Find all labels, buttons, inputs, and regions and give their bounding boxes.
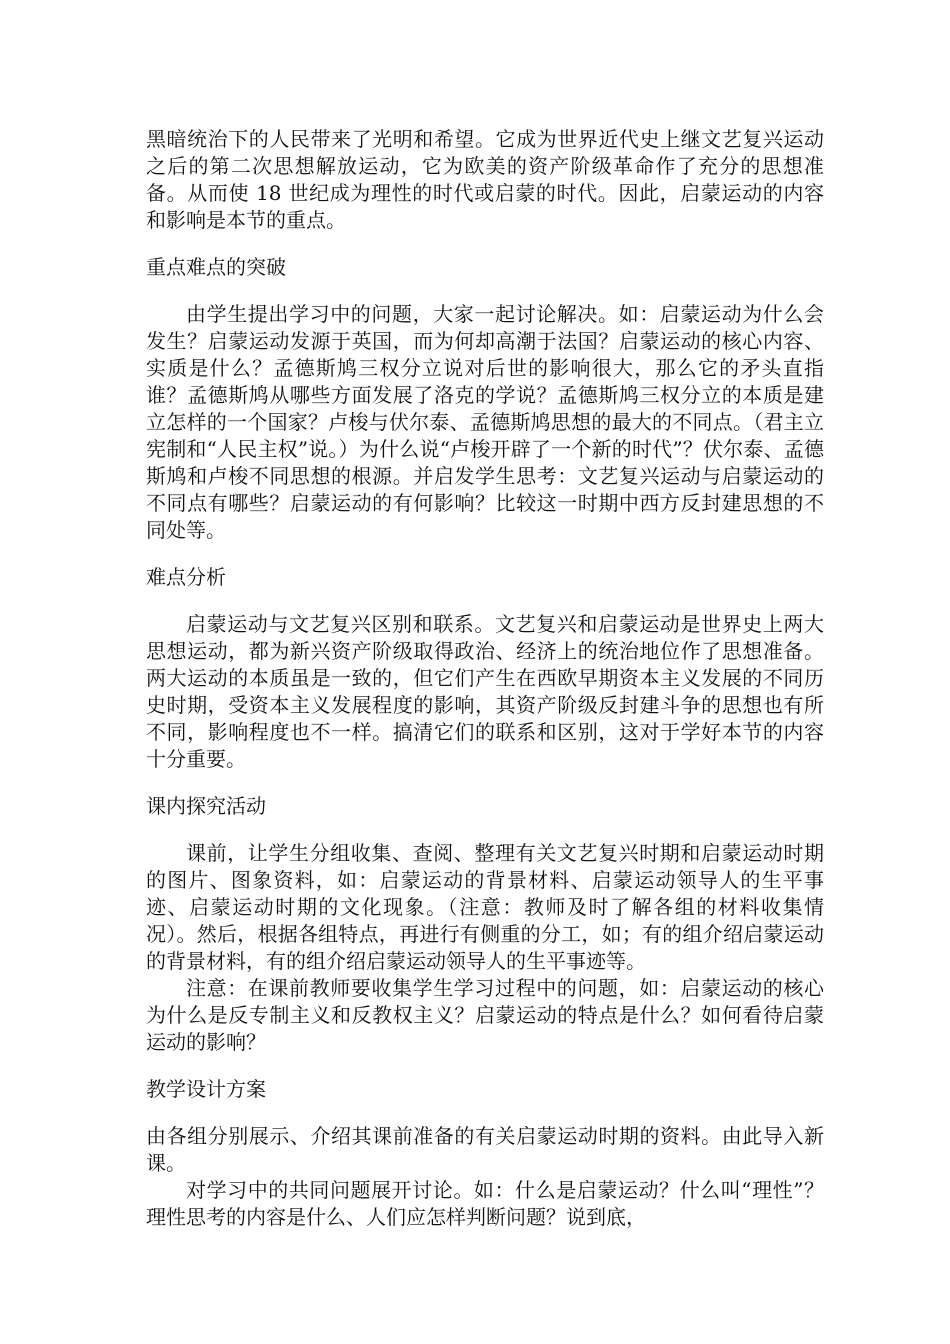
paragraph-pre-class-collection: 课前，让学生分组收集、查阅、整理有关文艺复兴时期和启蒙运动时期的图片、图象资料，如：启蒙运动的背景材料、启蒙运动领导人的生平事迹、启蒙运动时期的文化现象。（注意：教师及时了解各组的材料收集情况）。然后，根据各组特点，再进行有侧重的分工，如；有的组介绍启蒙运动的背景材料，有的组介绍启蒙运动领导人的生平事迹等。 [146, 841, 824, 973]
paragraph-group-presentation: 由各组分别展示、介绍其课前准备的有关启蒙运动时期的资料。由此导入新课。 [146, 1124, 824, 1175]
heading-in-class-activity: 课内探究活动 [146, 794, 266, 818]
heading-teaching-design: 教学设计方案 [146, 1077, 266, 1101]
paragraph-discussion-questions: 由学生提出学习中的问题，大家一起讨论解决。如：启蒙运动为什么会发生？启蒙运动发源于英国，而为何却高潮于法国？启蒙运动的核心内容、实质是什么？孟德斯鸠三权分立说对后世的影响很大，那么它的矛头直指谁？孟德斯鸠从哪些方面发展了洛克的学说？孟德斯鸠三权分立的本质是建立怎样的一个国家？卢梭与伏尔泰、孟德斯鸠思想的最大的不同点。（君主立宪制和“人民主权”说。）为什么说“卢梭开辟了一个新的时代”？伏尔泰、孟德斯鸠和卢梭不同思想的根源。并启发学生思考：文艺复兴运动与启蒙运动的不同点有哪些？启蒙运动的有何影响？比较这一时期中西方反封建思想的不同处等。 [146, 302, 824, 542]
paragraph-common-questions: 对学习中的共同问题展开讨论。如：什么是启蒙运动？什么叫“理性”？理性思考的内容是什么、人们应怎样判断问题？说到底， [146, 1178, 824, 1229]
heading-key-difficult-points: 重点难点的突破 [146, 255, 286, 279]
paragraph-intro-continuation: 黑暗统治下的人民带来了光明和希望。它成为世界近代史上继文艺复兴运动之后的第二次思想解放运动，它为欧美的资产阶级革命作了充分的思想准备。从而使 18 世纪成为理性的时代或启蒙的时代。因此，启蒙运动的内容和影响是本节的重点。 [146, 127, 824, 232]
paragraph-enlightenment-renaissance: 启蒙运动与文艺复兴区别和联系。文艺复兴和启蒙运动是世界史上两大思想运动，都为新兴资产阶级取得政治、经济上的统治地位作了思想准备。两大运动的本质虽是一致的，但它们产生在西欧早期资本主义发展的不同历史时期，受资本主义发展程度的影响，其资产阶级反封建斗争的思想也有所不同，影响程度也不一样。搞清它们的联系和区别，这对于学好本节的内容十分重要。 [146, 612, 824, 771]
paragraph-teacher-note: 注意：在课前教师要收集学生学习过程中的问题，如：启蒙运动的核心为什么是反专制主义和反教权主义？启蒙运动的特点是什么？如何看待启蒙运动的影响？ [146, 976, 824, 1054]
document-body [146, 126, 824, 1231]
heading-difficulty-analysis: 难点分析 [146, 565, 226, 589]
